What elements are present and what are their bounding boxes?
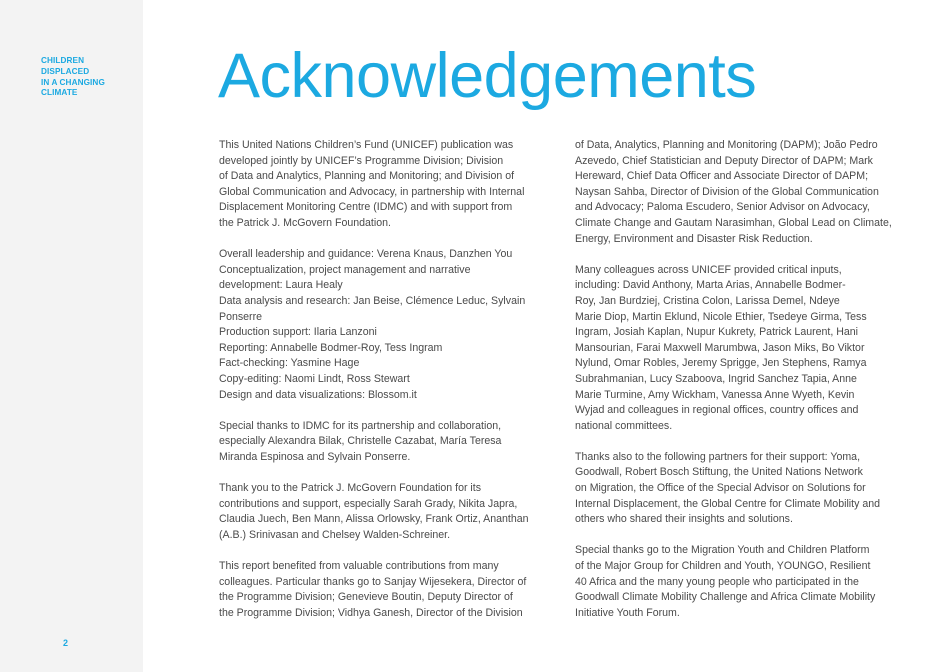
text-line: and Advocacy; Paloma Escudero, Senior Advisor on Advocacy, (575, 201, 870, 214)
text-line: developed jointly by UNICEF’s Programme Division; Division (219, 154, 504, 167)
text-line: Goodwall, Robert Bosch Stiftung, the United Nations Network (575, 466, 863, 479)
text-line: Marie Diop, Martin Eklund, Nicole Ethier, Tsedeye Girma, Tess (575, 310, 867, 323)
text-line: This report benefited from valuable contributions from many (219, 560, 499, 573)
text-line: Roy, Jan Burdziej, Cristina Colon, Larissa Demel, Ndeye (575, 294, 840, 307)
text-line: on Migration, the Office of the Special Advisor on Solutions for (575, 482, 866, 495)
text-line: of the Major Group for Children and Youth, YOUNGO, Resilient (575, 560, 871, 573)
text-line: Energy, Environment and Disaster Risk Reduction. (575, 232, 813, 245)
text-line: national committees. (575, 419, 673, 432)
text-line: Internal Displacement, the Global Centre for Climate Mobility and (575, 497, 881, 510)
right-text-column (575, 138, 913, 637)
text-line: Special thanks to IDMC for its partnership and collaboration, (219, 419, 502, 432)
text-line: Ingram, Josiah Kaplan, Nupur Kukrety, Patrick Laurent, Hani (575, 326, 859, 339)
paragraph (219, 247, 554, 403)
text-line: the Programme Division; Genevieve Boutin, Deputy Director of (219, 591, 513, 604)
text-line: Ponserre (219, 310, 262, 323)
paragraph (575, 263, 913, 435)
text-line: Special thanks go to the Migration Youth and Children Platform (575, 544, 870, 557)
text-line: the Patrick J. McGovern Foundation. (219, 216, 391, 229)
paragraph (219, 138, 554, 232)
paragraph (575, 138, 913, 247)
text-line: Many colleagues across UNICEF provided critical inputs, (575, 263, 842, 276)
text-line: including: David Anthony, Marta Arias, Annabelle Bodmer- (575, 279, 846, 292)
text-line: Overall leadership and guidance: Verena Knaus, Danzhen You (219, 248, 513, 261)
text-line: development: Laura Healy (219, 279, 343, 292)
text-line: Initiative Youth Forum. (575, 606, 680, 619)
text-line: Thank you to the Patrick J. McGovern Foundation for its (219, 482, 482, 495)
text-line: Conceptualization, project management and narrative (219, 263, 471, 276)
text-line: others who shared their insights and solutions. (575, 513, 793, 526)
paragraph (575, 543, 913, 621)
paragraph (575, 450, 913, 528)
text-line: Reporting: Annabelle Bodmer-Roy, Tess Ingram (219, 341, 443, 354)
text-line: the Programme Division; Vidhya Ganesh, Director of the Division (219, 606, 523, 619)
paragraph (219, 481, 554, 543)
text-line: Copy-editing: Naomi Lindt, Ross Stewart (219, 372, 410, 385)
report-title-line: CLIMATE (41, 88, 78, 98)
text-line: (A.B.) Srinivasan and Chelsey Walden-Schreiner. (219, 528, 451, 541)
text-line: Subrahmanian, Lucy Szaboova, Ingrid Sanchez Tapia, Anne (575, 372, 857, 385)
text-line: Goodwall Climate Mobility Challenge and Africa Climate Mobility (575, 591, 876, 604)
text-line: Azevedo, Chief Statistician and Deputy Director of DAPM; Mark (575, 154, 873, 167)
text-line: Nylund, Omar Robles, Jeremy Sprigge, Jen Stephens, Ramya (575, 357, 867, 370)
text-line: Data analysis and research: Jan Beise, Clémence Leduc, Sylvain (219, 294, 526, 307)
text-line: of Data and Analytics, Planning and Monitoring; and Division of (219, 170, 515, 183)
text-line: Fact-checking: Yasmine Hage (219, 357, 360, 370)
text-line: Climate Change and Gautam Narasimhan, Global Lead on Climate, (575, 216, 892, 229)
text-line: 40 Africa and the many young people who participated in the (575, 575, 859, 588)
text-line: Miranda Espinosa and Sylvain Ponserre. (219, 450, 411, 463)
report-title-line: CHILDREN (41, 56, 85, 65)
text-line: Design and data visualizations: Blossom.it (219, 388, 417, 401)
text-line: colleagues. Particular thanks go to Sanjay Wijesekera, Director of (219, 575, 527, 588)
text-line: Production support: Ilaria Lanzoni (219, 326, 377, 339)
sidebar (0, 0, 143, 672)
text-line: Displacement Monitoring Centre (IDMC) and with support from (219, 201, 513, 214)
paragraph (219, 559, 554, 621)
text-line: Naysan Sahba, Director of Division of the Global Communication (575, 185, 879, 198)
text-line: This United Nations Children’s Fund (UNICEF) publication was (219, 139, 514, 151)
text-line: Mansourian, Farai Maxwell Marumbwa, Jason Miks, Bo Viktor (575, 341, 865, 354)
page-number: 2 (63, 638, 69, 648)
text-line: Claudia Juech, Ben Mann, Alissa Orlowsky, Frank Ortiz, Ananthan (219, 513, 529, 526)
text-line: Global Communication and Advocacy, in partnership with Internal (219, 185, 525, 198)
paragraph (219, 419, 554, 466)
left-text-column (219, 138, 554, 637)
text-line: Thanks also to the following partners for their support: Yoma, (575, 450, 861, 463)
text-line: contributions and support, especially Sarah Grady, Nikita Japra, (219, 497, 518, 510)
text-line: of Data, Analytics, Planning and Monitoring (DAPM); João Pedro (575, 139, 878, 151)
report-title-line: DISPLACED (41, 66, 90, 76)
page-title: Acknowledgements (218, 41, 757, 111)
report-title-line: IN A CHANGING (41, 77, 105, 87)
text-line: especially Alexandra Bilak, Christelle Cazabat, María Teresa (219, 435, 502, 448)
text-line: Wyjad and colleagues in regional offices, country offices and (575, 404, 859, 417)
report-title (41, 56, 136, 99)
text-line: Marie Turmine, Amy Wickham, Vanessa Anne Wyeth, Kevin (575, 388, 855, 401)
text-line: Hereward, Chief Data Officer and Associate Director of DAPM; (575, 170, 869, 183)
